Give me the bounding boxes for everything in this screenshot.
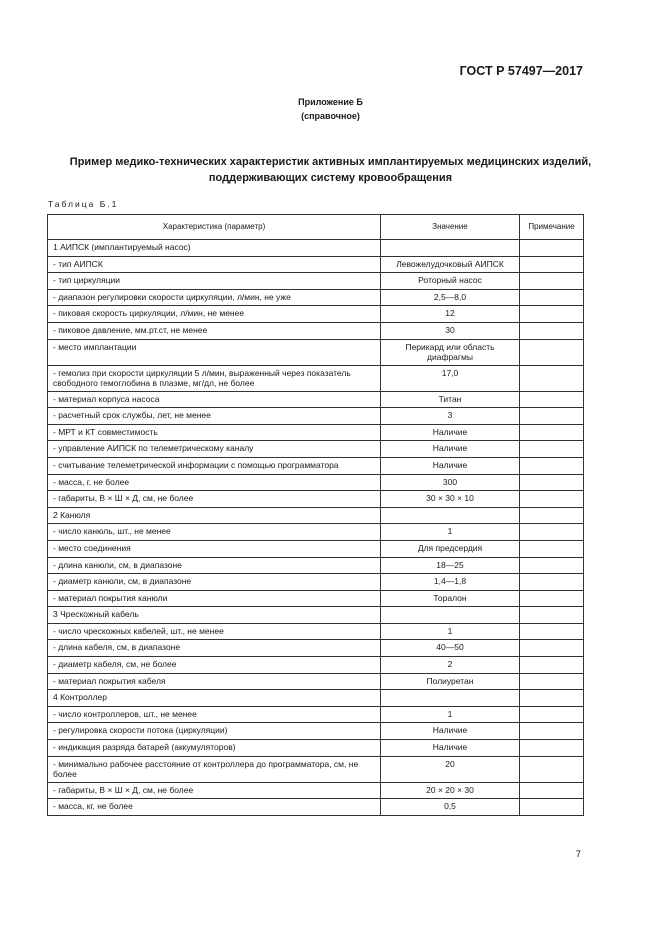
value-cell: 1	[381, 706, 520, 723]
note-cell	[520, 756, 584, 782]
table-label: Таблица Б.1	[48, 199, 119, 209]
value-cell: 1,4—1,8	[381, 574, 520, 591]
parameter-cell: - число чрескожных кабелей, шт., не менее	[48, 623, 381, 640]
parameter-cell: - МРТ и КТ совместимость	[48, 424, 381, 441]
table-row	[48, 256, 584, 273]
table-row	[48, 723, 584, 740]
table-row	[48, 740, 584, 757]
note-cell	[520, 782, 584, 799]
table-row	[48, 640, 584, 657]
note-cell	[520, 590, 584, 607]
parameter-cell: - расчетный срок службы, лет, не менее	[48, 408, 381, 425]
parameter-cell: - материал покрытия канюли	[48, 590, 381, 607]
value-cell: 40—50	[381, 640, 520, 657]
value-cell: 12	[381, 306, 520, 323]
value-cell	[381, 240, 520, 257]
value-cell: Для предсердия	[381, 540, 520, 557]
parameter-cell: - материал корпуса насоса	[48, 391, 381, 408]
table-row	[48, 457, 584, 474]
note-cell	[520, 524, 584, 541]
column-header-parameter: Характеристика (параметр)	[48, 215, 381, 240]
table-row	[48, 474, 584, 491]
document-title-line-1: Пример медико-технических характеристик активных имплантируемых медицинских изделий,	[69, 156, 592, 168]
table-row	[48, 408, 584, 425]
note-cell	[520, 507, 584, 524]
table-row	[48, 799, 584, 816]
parameter-cell: 4 Контроллер	[48, 690, 381, 707]
note-cell	[520, 441, 584, 458]
value-cell: Наличие	[381, 723, 520, 740]
value-cell: Перикард или область диафрагмы	[381, 339, 520, 365]
note-cell	[520, 657, 584, 674]
table-row	[48, 424, 584, 441]
note-cell	[520, 706, 584, 723]
parameter-cell: - число канюль, шт., не менее	[48, 524, 381, 541]
note-cell	[520, 491, 584, 508]
table-row	[48, 706, 584, 723]
table-row	[48, 441, 584, 458]
value-cell: Наличие	[381, 441, 520, 458]
parameter-cell: - длина кабеля, см, в диапазоне	[48, 640, 381, 657]
note-cell	[520, 540, 584, 557]
note-cell	[520, 623, 584, 640]
value-cell: Титан	[381, 391, 520, 408]
parameter-cell: - место имплантации	[48, 339, 381, 365]
table-row	[48, 673, 584, 690]
parameter-cell: - считывание телеметрической информации с помощью программатора	[48, 457, 381, 474]
parameter-cell: - длина канюли, см, в диапазоне	[48, 557, 381, 574]
parameter-cell: - число контроллеров, шт., не менее	[48, 706, 381, 723]
table-row	[48, 391, 584, 408]
parameter-cell: - тип АИПСК	[48, 256, 381, 273]
value-cell: Наличие	[381, 457, 520, 474]
parameter-cell: - пиковая скорость циркуляции, л/мин, не менее	[48, 306, 381, 323]
table-row	[48, 590, 584, 607]
note-cell	[520, 339, 584, 365]
note-cell	[520, 365, 584, 391]
parameter-cell: - габариты, В × Ш × Д, см, не более	[48, 782, 381, 799]
note-cell	[520, 474, 584, 491]
table-row	[48, 273, 584, 290]
table-row	[48, 524, 584, 541]
value-cell: 0,5	[381, 799, 520, 816]
value-cell: Наличие	[381, 740, 520, 757]
value-cell: 20	[381, 756, 520, 782]
parameter-cell: 3 Чрескожный кабель	[48, 607, 381, 624]
note-cell	[520, 273, 584, 290]
note-cell	[520, 673, 584, 690]
table-row	[48, 607, 584, 624]
parameter-cell: - габариты, В × Ш × Д, см, не более	[48, 491, 381, 508]
note-cell	[520, 574, 584, 591]
value-cell	[381, 507, 520, 524]
standard-code: ГОСТ Р 57497—2017	[459, 64, 583, 78]
note-cell	[520, 607, 584, 624]
parameter-cell: - масса, г, не более	[48, 474, 381, 491]
column-header-value: Значение	[381, 215, 520, 240]
note-cell	[520, 391, 584, 408]
value-cell: Левожелудочковый АИПСК	[381, 256, 520, 273]
note-cell	[520, 457, 584, 474]
note-cell	[520, 690, 584, 707]
value-cell: 2	[381, 657, 520, 674]
spec-table	[47, 214, 584, 816]
parameter-cell: - масса, кг, не более	[48, 799, 381, 816]
parameter-cell: - пиковое давление, мм.рт.ст, не менее	[48, 322, 381, 339]
value-cell: 1	[381, 623, 520, 640]
parameter-cell: - управление АИПСК по телеметрическому каналу	[48, 441, 381, 458]
parameter-cell: 1 АИПСК (имплантируемый насос)	[48, 240, 381, 257]
appendix-title: Приложение Б	[298, 97, 363, 107]
value-cell: 300	[381, 474, 520, 491]
table-row	[48, 322, 584, 339]
value-cell	[381, 607, 520, 624]
parameter-cell: - минимально рабочее расстояние от контроллера до программатора, см, не более	[48, 756, 381, 782]
table-row	[48, 756, 584, 782]
note-cell	[520, 256, 584, 273]
document-title-line-2: поддерживающих систему кровообращения	[208, 172, 453, 184]
parameter-cell: - место соединения	[48, 540, 381, 557]
note-cell	[520, 408, 584, 425]
appendix-heading	[0, 95, 661, 123]
table-row	[48, 557, 584, 574]
value-cell: 30	[381, 322, 520, 339]
note-cell	[520, 322, 584, 339]
parameter-cell: - диапазон регулировки скорости циркуляции, л/мин, не уже	[48, 289, 381, 306]
value-cell: 30 × 30 × 10	[381, 491, 520, 508]
note-cell	[520, 640, 584, 657]
table-row	[48, 339, 584, 365]
note-cell	[520, 306, 584, 323]
parameter-cell: - индикация разряда батарей (аккумуляторов)	[48, 740, 381, 757]
parameter-cell: - регулировка скорости потока (циркуляции)	[48, 723, 381, 740]
table-row	[48, 574, 584, 591]
table-row	[48, 306, 584, 323]
value-cell: 3	[381, 408, 520, 425]
value-cell: 1	[381, 524, 520, 541]
note-cell	[520, 424, 584, 441]
note-cell	[520, 240, 584, 257]
table-row	[48, 623, 584, 640]
parameter-cell: - диаметр канюли, см, в диапазоне	[48, 574, 381, 591]
table-row	[48, 540, 584, 557]
table-header-row	[48, 215, 584, 240]
note-cell	[520, 723, 584, 740]
note-cell	[520, 740, 584, 757]
parameter-cell: 2 Канюля	[48, 507, 381, 524]
page-number: 7	[575, 849, 581, 860]
table-row	[48, 690, 584, 707]
value-cell: Наличие	[381, 424, 520, 441]
value-cell: Торалон	[381, 590, 520, 607]
note-cell	[520, 557, 584, 574]
value-cell	[381, 690, 520, 707]
parameter-cell: - диаметр кабеля, см, не более	[48, 657, 381, 674]
table-row	[48, 507, 584, 524]
value-cell: 18—25	[381, 557, 520, 574]
table-row	[48, 491, 584, 508]
table-row	[48, 289, 584, 306]
appendix-subtitle: (справочное)	[301, 111, 360, 121]
column-header-note: Примечание	[520, 215, 584, 240]
parameter-cell: - тип циркуляции	[48, 273, 381, 290]
document-title	[0, 154, 661, 186]
table-row	[48, 240, 584, 257]
value-cell: 2,5—8,0	[381, 289, 520, 306]
table-row	[48, 657, 584, 674]
parameter-cell: - гемолиз при скорости циркуляции 5 л/мин, выраженный через показатель свободного гемоглобина в плазме, мг/дл, не более	[48, 365, 381, 391]
parameter-cell: - материал покрытия кабеля	[48, 673, 381, 690]
value-cell: 17,0	[381, 365, 520, 391]
table-row	[48, 782, 584, 799]
value-cell: 20 × 20 × 30	[381, 782, 520, 799]
value-cell: Роторный насос	[381, 273, 520, 290]
value-cell: Полиуретан	[381, 673, 520, 690]
note-cell	[520, 799, 584, 816]
table-row	[48, 365, 584, 391]
note-cell	[520, 289, 584, 306]
